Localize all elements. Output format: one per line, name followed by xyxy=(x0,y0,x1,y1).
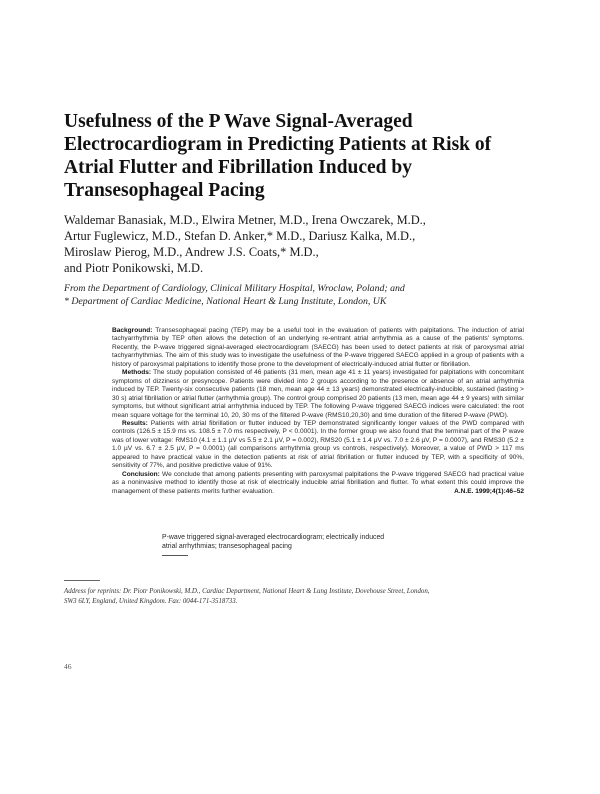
author-line: Waldemar Banasiak, M.D., Elwira Metner, M.D., Irena Owczarek, M.D., xyxy=(64,213,426,227)
keywords xyxy=(162,533,462,551)
results-text: Patients with atrial fibrillation or flutter induced by TEP demonstrated significantly longer values of the PWD compared with controls (126.5 ± 15.9 ms vs. 108.5 ± 7.0 ms respectively, P < 0.0001). In the former group we also found that the terminal part of the P wave was of lower voltage: RMS10 (4.1 ± 1.1 µV vs 5.5 ± 2.1 µV, P = 0.002), RMS20 (5.1 ± 1.4 µV vs. 7.0 ± 2.6 µV, P = 0.0007), and RMS30 (5.2 ± 1.0 µV vs. 6.7 ± 2.5 µV, P = 0.0001) (all comparisons arrhythmia group vs controls, respectively). Moreover, a value of PWD > 117 ms appeared to have practical value in the detection patients at risk of atrial fibrillation or flutter induced by TEP, with a specificity of 90%, sensitivity of 77%, and positive predictive value of 91%. xyxy=(112,419,524,470)
footnote-line: SW3 6LY, England, United Kingdom. Fax: 0044-171-3518733. xyxy=(64,597,238,605)
results-label: Results: xyxy=(122,419,148,427)
article-title: Usefulness of the P Wave Signal-Averaged Electrocardiogram in Predicting Patients at Risk of Atrial Flutter and Fibrillation Induced by Transesophageal Pacing xyxy=(64,111,492,201)
author-list xyxy=(64,212,514,276)
footnote-divider xyxy=(64,580,100,581)
page-number: 46 xyxy=(64,662,72,671)
author-line: Miroslaw Pierog, M.D., Andrew J.S. Coats,* M.D., xyxy=(64,245,319,259)
abstract-methods xyxy=(112,369,524,420)
abstract xyxy=(112,327,524,496)
footnote-line: Address for reprints: Dr. Piotr Ponikowski, M.D., Cardiac Department, National Heart & Lung Institute, Dovehouse Street, London, xyxy=(64,588,430,595)
reprint-footnote xyxy=(64,587,524,606)
conclusion-label: Conclusion: xyxy=(122,470,160,478)
author-line: and Piotr Ponikowski, M.D. xyxy=(64,261,204,275)
abstract-conclusion xyxy=(112,471,524,496)
journal-citation: A.N.E. 1999;4(1):46–52 xyxy=(454,487,524,495)
methods-text: The study population consisted of 46 patients (31 men, mean age 41 ± 11 years) investigated for palpitations with concomitant symptoms of dizziness or presyncope. Patients were divided into 2 groups according to the presence or absence of an atrial arrhythmia induced by TEP. Twenty-six consecutive patients (18 men, mean age 44 ± 13 years) demonstrated electrically-inducible, sustained (lasting > 30 s) atrial fibrillation or atrial flutter (arrhythmia group). The control group comprised 20 patients (13 men, mean age 44 ± 9 years) with similar symptoms, but without significant atrial arrhythmia induced by TEP. The following P-wave triggered SAECG indices were calculated: the root mean square voltage for the terminal 10, 20, 30 ms of the filtered P-wave (RMS10,20,30) and time duration of the filtered P-wave (PWD). xyxy=(112,369,525,419)
conclusion-text: We conclude that among patients presenting with paroxysmal palpitations the P-wave triggered SAECG had practical value as a noninvasive method to identify those at risk of electrically inducible atrial fibrillation and flutter. To what extent this could improve the management of these patients merits further evaluation. xyxy=(112,470,524,495)
abstract-results xyxy=(112,420,524,471)
keyword-line: P-wave triggered signal-averaged electrocardiogram; electrically induced xyxy=(162,534,385,541)
abstract-background xyxy=(112,327,524,369)
author-line: Artur Fuglewicz, M.D., Stefan D. Anker,* M.D., Dariusz Kalka, M.D., xyxy=(64,229,416,243)
keyword-line: atrial arrhythmias; transesophageal pacing xyxy=(162,543,292,550)
background-label: Background: xyxy=(112,327,153,334)
methods-label: Methods: xyxy=(122,369,152,377)
affiliation-line: * Department of Cardiac Medicine, National Heart & Lung Institute, London, UK xyxy=(64,295,387,307)
keywords-divider xyxy=(162,555,188,556)
affiliation-line: From the Department of Cardiology, Clinical Military Hospital, Wroclaw, Poland; and xyxy=(64,283,405,294)
affiliations xyxy=(64,283,524,308)
background-text: Transesophageal pacing (TEP) may be a useful tool in the evaluation of patients with palpitations. The induction of atrial tachyarrhythmia by TEP often allows the detection of an underlying re-entrant atrial arrhythmia as a cause of the patients' symptoms. Recently, the P-wave triggered signal-averaged electrocardiogram (SAECG) has been used to detect patients at risk of paroxysmal atrial tachyarrhythmias. The aim of this study was to investigate the usefulness of the P-wave triggered SAECG applied in a group of patients with a history of paroxysmal palpitations to identify those prone to the development of electrically-induced atrial flutter or fibrillation. xyxy=(112,327,524,368)
